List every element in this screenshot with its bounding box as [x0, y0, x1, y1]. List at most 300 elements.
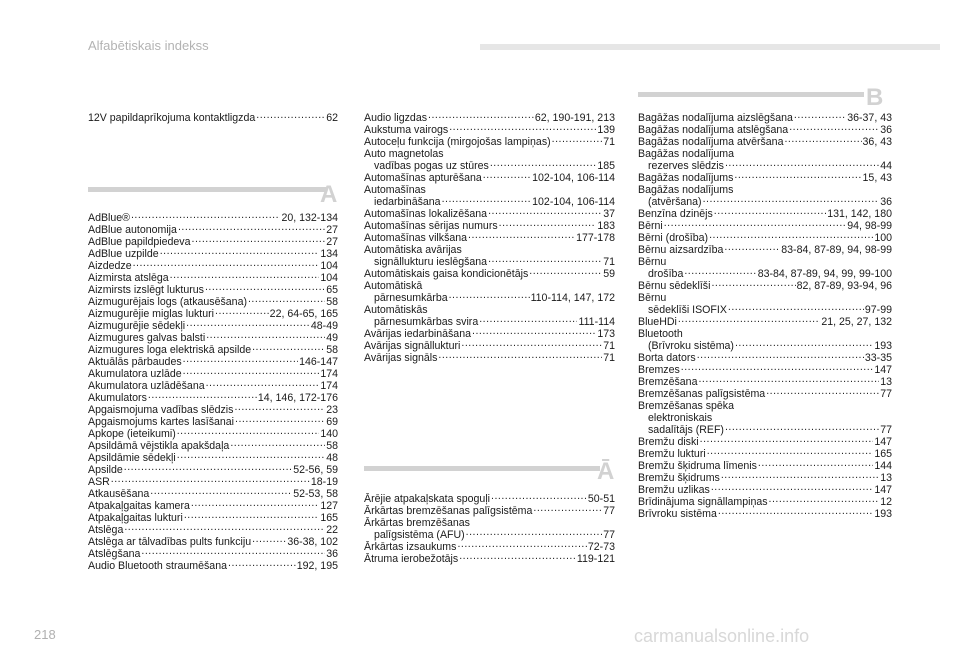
index-pages: 52-53, 58	[293, 488, 338, 500]
index-pages: 173	[597, 328, 615, 340]
index-term: BlueHDi	[638, 316, 677, 328]
index-pages: 77	[880, 388, 892, 400]
dot-leader	[728, 304, 864, 313]
index-column-b	[638, 112, 892, 520]
index-term: Apgaismojuma vadības slēdzis	[88, 404, 234, 416]
index-term: pārnesumkārbas svira	[374, 316, 479, 328]
dot-leader	[252, 536, 286, 545]
section-a-macron-rule	[364, 466, 600, 471]
index-heading: Bērnu	[638, 256, 667, 268]
index-pages: 100	[874, 232, 892, 244]
dot-leader	[697, 352, 864, 361]
index-entry	[88, 260, 338, 272]
index-pages: 36, 43	[862, 136, 892, 148]
index-term: (atvēršana)	[648, 196, 702, 208]
dot-leader	[725, 160, 879, 169]
index-entry	[364, 256, 615, 268]
dot-leader	[206, 332, 325, 341]
index-heading: Bluetooth	[638, 328, 683, 340]
index-pages: 22, 64-65, 165	[269, 308, 338, 320]
dot-leader	[442, 196, 532, 205]
index-term: Bērnu aizsardzība	[638, 244, 724, 256]
index-pages: 104	[320, 272, 338, 284]
index-heading: Auto magnetolas	[364, 148, 444, 160]
index-term: Bagāžas nodalījuma atvēršana	[638, 136, 784, 148]
index-heading: Bremzēšanas spēka	[638, 400, 734, 412]
index-pages: 83-84, 87-89, 94, 99, 99-100	[757, 268, 892, 280]
index-term: drošība	[648, 268, 684, 280]
index-entry	[638, 124, 892, 136]
index-pages: 33-35	[864, 352, 892, 364]
dot-leader	[533, 505, 602, 514]
index-term: Borta dators	[638, 352, 696, 364]
index-entry	[638, 364, 892, 376]
index-term: Aizmugurējie miglas lukturi	[88, 308, 214, 320]
index-entry	[364, 124, 615, 136]
index-pages: 185	[597, 160, 615, 172]
index-pages: 27	[326, 236, 338, 248]
header-bar	[480, 44, 940, 50]
dot-leader	[252, 344, 325, 353]
dot-leader	[148, 392, 257, 401]
dot-leader	[479, 316, 577, 325]
dot-leader	[718, 508, 873, 517]
index-pages: 131, 142, 180	[827, 208, 892, 220]
index-pages: 20, 132-134	[281, 212, 338, 224]
index-heading: Ārkārtas bremzēšanas	[364, 517, 470, 529]
index-entry	[364, 352, 615, 364]
dot-leader	[714, 208, 826, 217]
dot-leader	[160, 248, 320, 257]
index-term: Atpakaļgaitas lukturi	[88, 512, 183, 524]
index-term: Benzīna dzinējs	[638, 208, 713, 220]
index-term: Atslēgšana	[88, 548, 141, 560]
dot-leader	[111, 476, 310, 485]
index-entry	[638, 304, 892, 316]
index-term: Brīvroku sistēma	[638, 508, 717, 520]
index-term: sadalītājs (REF)	[648, 424, 724, 436]
dot-leader	[215, 308, 269, 317]
index-pages: 127	[320, 500, 338, 512]
dot-leader	[711, 280, 795, 289]
index-term: Ārkārtas bremzēšanas palīgsistēma	[364, 505, 533, 517]
dot-leader	[228, 560, 296, 569]
dot-leader	[459, 553, 576, 562]
index-entry	[88, 332, 338, 344]
index-term: Apgaismojums kartes lasīšanai	[88, 416, 235, 428]
index-entry	[88, 236, 338, 248]
dot-leader	[133, 260, 320, 269]
index-entry	[88, 404, 338, 416]
index-entry	[638, 136, 892, 148]
index-term: Automašīnas lokalizēšana	[364, 208, 488, 220]
index-entry	[364, 328, 615, 340]
index-pages: 82, 87-89, 93-94, 96	[796, 280, 892, 292]
index-term: (Brīvroku sistēma)	[648, 340, 734, 352]
dot-leader	[468, 232, 575, 241]
index-term: Akumulatora uzlādēšana	[88, 380, 205, 392]
dot-leader	[491, 493, 587, 502]
index-term: Autoceļu funkcija (mirgojošas lampiņas)	[364, 136, 551, 148]
index-entry	[638, 220, 892, 232]
dot-leader	[183, 368, 320, 377]
index-term: pārnesumkārba	[374, 292, 448, 304]
index-pages: 48-49	[310, 320, 338, 332]
index-entry	[88, 428, 338, 440]
index-pages: 58	[326, 296, 338, 308]
index-entry	[638, 472, 892, 484]
index-term: ASR	[88, 476, 110, 488]
index-heading: Bagāžas nodalījums	[638, 184, 734, 196]
index-pages: 97-99	[864, 304, 892, 316]
index-pages: 52-56, 59	[293, 464, 338, 476]
index-entry	[638, 280, 892, 292]
index-pages: 174	[320, 368, 338, 380]
index-term: Bremžu diski	[638, 436, 699, 448]
dot-leader	[461, 340, 602, 349]
index-term: sēdeklīši ISOFIX	[648, 304, 727, 316]
index-pages: 36-38, 102	[287, 536, 338, 548]
index-entry	[364, 232, 615, 244]
index-pages: 23	[326, 404, 338, 416]
index-term: Atpakaļgaitas kamera	[88, 500, 190, 512]
index-pages: 94, 98-99	[847, 220, 892, 232]
index-pages: 104	[320, 260, 338, 272]
dot-leader	[766, 388, 879, 397]
index-pages: 37	[603, 208, 615, 220]
index-pages: 50-51	[587, 493, 615, 505]
index-term: Bremzēšana	[638, 376, 698, 388]
index-term: Avārijas signāllukturi	[364, 340, 461, 352]
index-term: Automātiskais gaisa kondicionētājs	[364, 268, 529, 280]
section-b-letter: B	[866, 84, 884, 111]
index-pages: 59	[603, 268, 615, 280]
index-pages: 174	[320, 380, 338, 392]
dot-leader	[684, 268, 756, 277]
index-entry	[364, 160, 615, 172]
index-term: Ārējie atpakaļskata spoguļi	[364, 493, 491, 505]
index-entry	[364, 292, 615, 304]
dot-leader	[206, 380, 320, 389]
dot-leader	[472, 328, 596, 337]
index-term: palīgsistēma (AFU)	[374, 529, 465, 541]
index-entry	[364, 220, 615, 232]
index-pages: 49	[326, 332, 338, 344]
index-pages: 13	[880, 376, 892, 388]
index-pages: 21, 25, 27, 132	[821, 316, 892, 328]
index-heading: Automātiska avārijas	[364, 244, 462, 256]
index-pages: 110-114, 147, 172	[530, 292, 615, 304]
index-heading: Automātiskā	[364, 280, 423, 292]
index-pages: 177-178	[576, 232, 615, 244]
index-term: Apsildāmā vējstikla apakšdaļa	[88, 440, 230, 452]
index-pages: 144	[874, 460, 892, 472]
index-term: Automašīnas vilkšana	[364, 232, 468, 244]
index-term: Akumulatora uzlāde	[88, 368, 182, 380]
index-pages: 71	[603, 352, 615, 364]
watermark-text: carmanualsonline.info	[634, 626, 810, 646]
dot-leader	[698, 376, 879, 385]
index-term: Automašīnas apturēšana	[364, 172, 482, 184]
index-pages: 147	[874, 436, 892, 448]
index-entry	[638, 232, 892, 244]
index-entry	[364, 553, 615, 565]
index-term: Aizdedze	[88, 260, 132, 272]
index-entry	[88, 464, 338, 476]
dot-leader	[428, 112, 534, 121]
index-entry	[88, 548, 338, 560]
dot-leader	[235, 416, 325, 425]
index-term: Bērni	[638, 220, 663, 232]
index-pages: 119-121	[576, 553, 615, 565]
dot-leader	[499, 220, 597, 229]
index-term: Aizmirsta atslēga	[88, 272, 169, 284]
index-term: Bremzes	[638, 364, 680, 376]
dot-leader	[178, 224, 325, 233]
dot-leader	[784, 136, 861, 145]
index-heading: Bagāžas nodalījuma	[638, 148, 734, 160]
dot-leader	[664, 220, 847, 229]
dot-leader	[703, 196, 880, 205]
index-entry	[638, 460, 892, 472]
index-pages: 183	[597, 220, 615, 232]
index-entry	[638, 112, 892, 124]
index-term: Apkope (ieteikumi)	[88, 428, 176, 440]
dot-leader	[483, 172, 531, 181]
index-pages: 102-104, 106-114	[532, 196, 615, 208]
index-entry	[88, 500, 338, 512]
index-pages: 36	[880, 196, 892, 208]
index-entry	[88, 440, 338, 452]
dot-leader	[183, 356, 298, 365]
index-term: Avārijas iedarbināšana	[364, 328, 471, 340]
index-term: Bagāžas nodalījums	[638, 172, 734, 184]
index-entry	[88, 524, 338, 536]
index-heading: Automašīnas	[364, 184, 426, 196]
index-entry	[638, 496, 892, 508]
index-pages: 102-104, 106-114	[532, 172, 615, 184]
dot-leader	[721, 472, 879, 481]
dot-leader	[170, 272, 320, 281]
dot-leader	[709, 232, 873, 241]
index-pages: 71	[603, 136, 615, 148]
index-term: Aukstuma vairogs	[364, 124, 449, 136]
index-entry	[88, 476, 338, 488]
index-entry	[638, 376, 892, 388]
index-entry	[638, 316, 892, 328]
index-term: Atslēga	[88, 524, 124, 536]
dot-leader	[184, 512, 320, 521]
section-a-rule	[88, 187, 326, 192]
index-pages: 44	[880, 160, 892, 172]
index-header-title: Alfabētiskais indekss	[88, 38, 209, 53]
index-term: Bērni (drošība)	[638, 232, 709, 244]
index-term: Automašīnas sērijas numurs	[364, 220, 498, 232]
dot-leader	[490, 160, 596, 169]
index-term: Ārkārtas izsaukums	[364, 541, 457, 553]
index-term: signāllukturu ieslēgšana	[374, 256, 488, 268]
index-term: Apsildāmie sēdekļi	[88, 452, 176, 464]
dot-leader	[711, 484, 873, 493]
dot-leader	[177, 428, 320, 437]
index-entry	[638, 340, 892, 352]
index-entry	[364, 268, 615, 280]
index-entry	[88, 536, 338, 548]
index-entry	[364, 172, 615, 184]
index-pages: 134	[320, 248, 338, 260]
index-entry	[88, 320, 338, 332]
index-term: iedarbināšana	[374, 196, 441, 208]
index-entry	[88, 284, 338, 296]
index-term: vadības pogas uz stūres	[374, 160, 489, 172]
index-term: Bremžu lukturi	[638, 448, 706, 460]
index-term: Aizmugurējie sēdekļi	[88, 320, 186, 332]
index-term: AdBlue autonomija	[88, 224, 177, 236]
index-pages: 146-147	[299, 356, 338, 368]
dot-leader	[124, 524, 325, 533]
index-heading: Automātiskās	[364, 304, 428, 316]
index-entry	[88, 380, 338, 392]
index-term: Aizmugures galvas balsti	[88, 332, 206, 344]
index-entry	[364, 316, 615, 328]
index-column-a-cont	[364, 112, 615, 364]
index-term: Audio Bluetooth straumēšana	[88, 560, 227, 572]
dot-leader	[466, 529, 603, 538]
index-term: Aizmugures loga elektriskā apsilde	[88, 344, 252, 356]
index-pages: 71	[603, 340, 615, 352]
dot-leader	[438, 352, 602, 361]
index-term: Audio ligzdas	[364, 112, 428, 124]
dot-leader	[150, 488, 292, 497]
dot-leader	[789, 124, 879, 133]
index-entry	[88, 212, 338, 224]
index-term: rezerves slēdzis	[648, 160, 724, 172]
index-entry	[638, 244, 892, 256]
dot-leader	[124, 464, 292, 473]
index-column-top	[88, 112, 338, 124]
index-entry	[364, 112, 615, 124]
dot-leader	[758, 460, 873, 469]
index-entry	[88, 272, 338, 284]
index-entry	[88, 452, 338, 464]
index-pages: 71	[603, 256, 615, 268]
index-pages: 193	[874, 340, 892, 352]
index-entry	[638, 352, 892, 364]
page-number: 218	[34, 627, 56, 642]
dot-leader	[191, 500, 319, 509]
index-term: Atslēga ar tālvadības pults funkciju	[88, 536, 252, 548]
section-a-letter: A	[320, 181, 338, 208]
index-pages: 12	[880, 496, 892, 508]
index-entry	[638, 160, 892, 172]
index-term: Bremzēšanas palīgsistēma	[638, 388, 766, 400]
index-entry	[364, 340, 615, 352]
index-entry	[364, 493, 615, 505]
index-pages: 147	[874, 364, 892, 376]
index-term: AdBlue papildpiedeva	[88, 236, 191, 248]
index-entry	[638, 208, 892, 220]
dot-leader	[552, 136, 603, 145]
index-column-a	[88, 212, 338, 572]
index-term: Bremžu šķidrums	[638, 472, 720, 484]
index-term: Aizmugurējais logs (atkausēšana)	[88, 296, 247, 308]
section-b-rule	[638, 92, 864, 97]
index-term: AdBlue®	[88, 212, 130, 224]
index-pages: 36	[880, 124, 892, 136]
index-pages: 27	[326, 224, 338, 236]
index-entry	[364, 529, 615, 541]
dot-leader	[725, 424, 879, 433]
dot-leader	[248, 296, 325, 305]
index-pages: 15, 43	[862, 172, 892, 184]
dot-leader	[681, 364, 874, 373]
index-pages: 62, 190-191, 213	[534, 112, 615, 124]
dot-leader	[678, 316, 820, 325]
index-term: Bremžu uzlikas	[638, 484, 710, 496]
index-entry	[638, 196, 892, 208]
index-entry	[88, 112, 338, 124]
dot-leader	[230, 440, 325, 449]
index-entry	[88, 308, 338, 320]
index-term: Aizmirsts izslēgt lukturus	[88, 284, 204, 296]
index-pages: 147	[874, 484, 892, 496]
index-entry	[88, 356, 338, 368]
index-heading: elektroniskais	[648, 412, 713, 424]
dot-leader	[769, 496, 880, 505]
index-entry	[638, 172, 892, 184]
dot-leader	[724, 244, 780, 253]
index-term: Bērnu sēdeklīši	[638, 280, 711, 292]
section-a-macron-letter: Ā	[597, 458, 615, 485]
dot-leader	[488, 256, 602, 265]
index-pages: 140	[320, 428, 338, 440]
dot-leader	[734, 172, 861, 181]
index-pages: 77	[603, 529, 615, 541]
index-pages: 139	[597, 124, 615, 136]
index-term: Apsilde	[88, 464, 123, 476]
dot-leader	[177, 452, 325, 461]
index-entry	[88, 368, 338, 380]
index-entry	[364, 136, 615, 148]
index-pages: 48	[326, 452, 338, 464]
dot-leader	[529, 268, 602, 277]
index-term: Bagāžas nodalījuma atslēgšana	[638, 124, 789, 136]
index-entry	[88, 560, 338, 572]
index-entry	[364, 196, 615, 208]
dot-leader	[794, 112, 846, 121]
index-pages: 193	[874, 508, 892, 520]
index-entry	[638, 484, 892, 496]
index-term: 12V papildaprīkojuma kontaktligzda	[88, 112, 256, 124]
index-pages: 58	[326, 344, 338, 356]
index-heading: Bērnu	[638, 292, 667, 304]
index-entry	[88, 416, 338, 428]
dot-leader	[141, 548, 325, 557]
index-entry	[88, 344, 338, 356]
index-pages: 72-73	[587, 541, 615, 553]
index-term: AdBlue uzpilde	[88, 248, 159, 260]
index-pages: 192, 195	[296, 560, 338, 572]
index-term: Aktuālās pārbaudes	[88, 356, 182, 368]
index-pages: 165	[874, 448, 892, 460]
index-entry	[88, 224, 338, 236]
index-pages: 36-37, 43	[847, 112, 892, 124]
index-entry	[364, 541, 615, 553]
dot-leader	[186, 320, 310, 329]
index-pages: 36	[326, 548, 338, 560]
dot-leader	[707, 448, 874, 457]
index-entry	[638, 268, 892, 280]
